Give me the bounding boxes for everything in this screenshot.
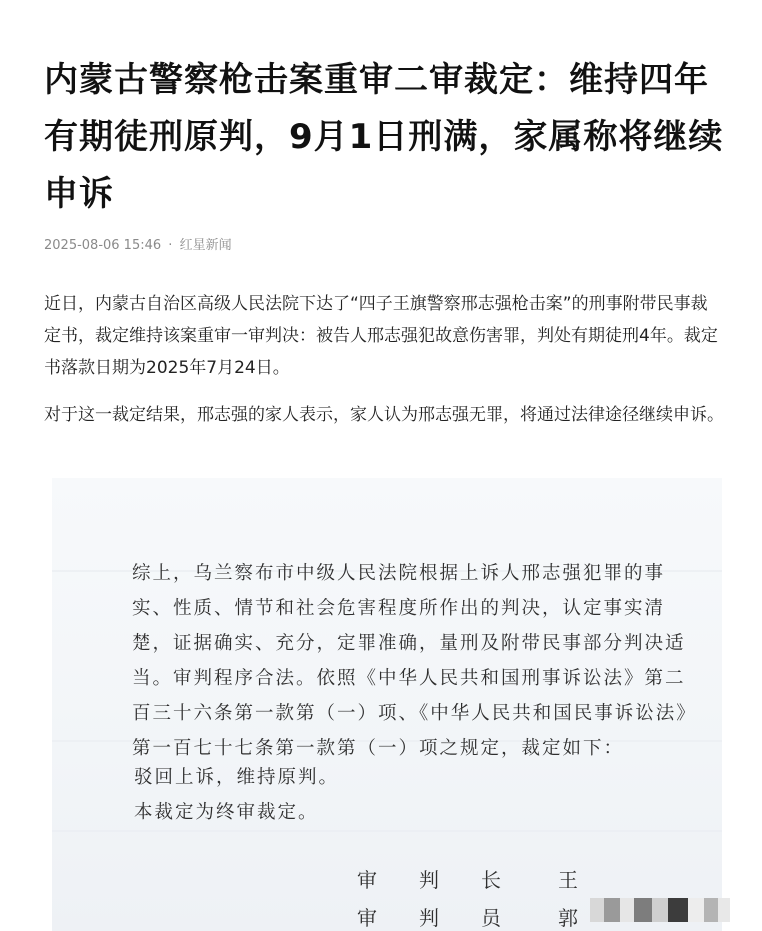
- article-title: 内蒙古警察枪击案重审二审裁定：维持四年有期徒刑原判，9月1日刑满，家属称将继续申诉: [44, 60, 724, 214]
- article-paragraph: 近日，内蒙古自治区高级人民法院下达了“四子王旗警察邢志强枪击案”的刑事附带民事裁定书，裁定维持该案重审一审判决：被告人邢志强犯故意伤害罪，判处有期徒刑4年。裁定书落款日期为2025年7月24日。: [44, 294, 718, 378]
- watermark-pixel: [634, 898, 652, 922]
- presiding-judge-title: 审判长: [357, 868, 543, 892]
- watermark-pixel: [718, 898, 730, 922]
- publish-date: 2025-08-06 15:46: [44, 238, 162, 253]
- presiding-judge-name: 王: [558, 868, 578, 892]
- source-link[interactable]: 红星新闻: [179, 238, 232, 253]
- bleed-through-line: [52, 830, 722, 832]
- watermark-pixel: [620, 898, 634, 922]
- watermark-pixel: [668, 898, 688, 922]
- verdict-line: 驳回上诉，维持原判。: [134, 767, 340, 788]
- final-ruling-line: 本裁定为终审裁定。: [134, 802, 319, 823]
- court-document-image[interactable]: [52, 478, 722, 931]
- watermark-pixel: [704, 898, 718, 922]
- document-body-text: 综上，乌兰察布市中级人民法院根据上诉人邢志强犯罪的事实、性质、情节和社会危害程度所作出的判决，认定事实清楚，证据确实、充分，定罪准确，量刑及附带民事部分判决适当。审判程序合法。依照《中华人民共和国刑事诉讼法》第二百三十六条第一款第（一）项、《中华人民共和国民事诉讼法》第一百七十七条第一款第（一）项之规定，裁定如下：: [132, 563, 688, 759]
- watermark-pixel: [652, 898, 668, 922]
- judge-name: 郭: [558, 906, 578, 930]
- pixelated-watermark: [590, 898, 740, 922]
- article-meta: [44, 234, 232, 253]
- watermark-pixel: [688, 898, 704, 922]
- watermark-pixel: [590, 898, 604, 922]
- judge-title: 审判员: [357, 906, 543, 930]
- watermark-pixel: [604, 898, 620, 922]
- article-paragraph: 对于这一裁定结果，邢志强的家人表示，家人认为邢志强无罪，将通过法律途径继续申诉。: [44, 405, 724, 425]
- meta-separator: ·: [168, 238, 173, 253]
